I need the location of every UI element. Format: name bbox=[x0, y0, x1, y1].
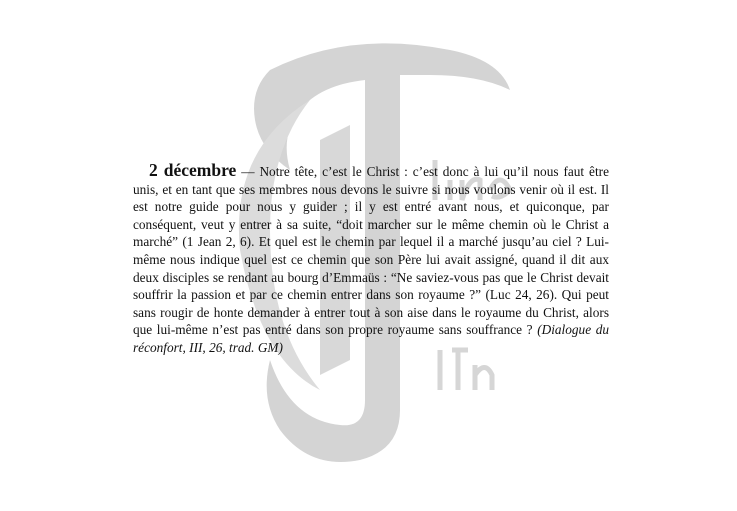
entry-text bbox=[133, 162, 609, 357]
entry-date: 2 décembre bbox=[149, 160, 237, 180]
entry-body: — Notre tête, c’est le Christ : c’est donc à lui qu’il nous faut être unis, et en tant que ses membres nous devons le suivre si nous voulons venir où il est. Il est notre guide pour nous y guider ; il y est entré avant nous, et quiconque, par conséquent, veut y entrer à sa suite, “doit marcher sur le même chemin où le Christ a marché” (1 Jean 2, 6). Et quel est le chemin par lequel il a marché jusqu’au ciel ? Lui-même nous indique quel est ce chemin que son Père lui avait assigné, quand il dit aux deux disciples se rendant au bourg d’Emmaüs : “Ne saviez-vous pas que le Christ devait souffrir la passion et par ce chemin entrer dans son royaume ?” (Luc 24, 26). Qui peut sans rougir de honte demander à entrer tout à son aise dans le royaume du Christ, alors que lui-même n’est pas entré dans son propre royaume sans souffrance ? bbox=[133, 164, 609, 338]
entry-citation: (Dialogue du réconfort, III, 26, trad. GM) bbox=[133, 322, 609, 355]
